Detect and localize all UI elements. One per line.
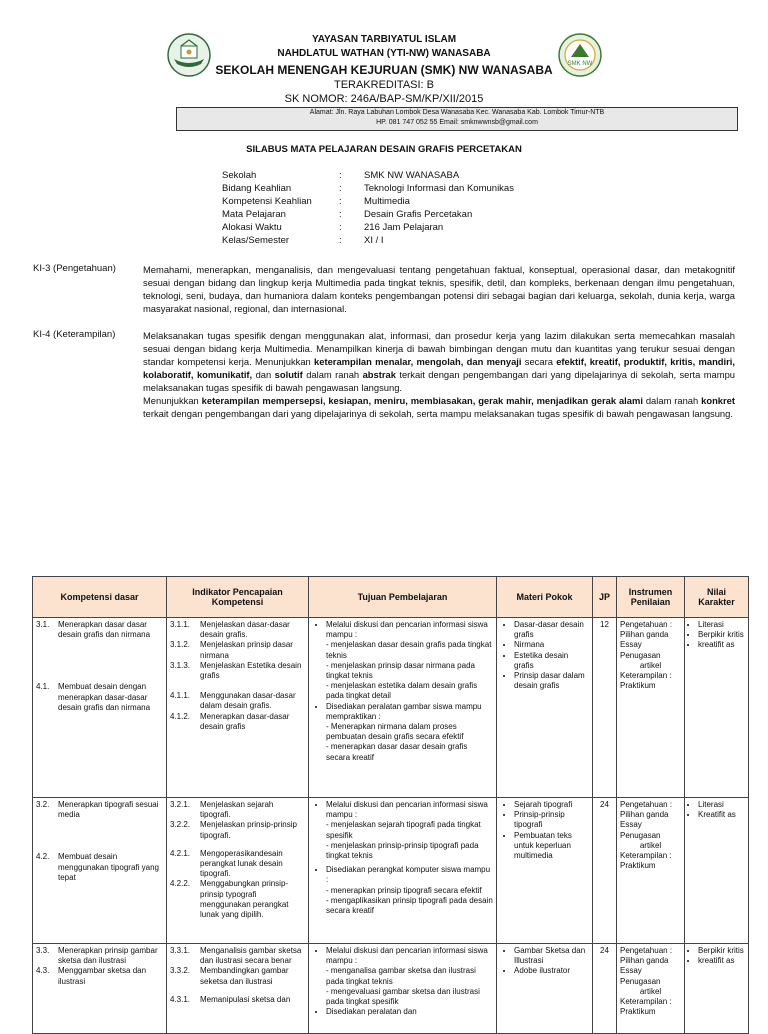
info-value: 216 Jam Pelajaran	[364, 222, 444, 233]
syllabus-table	[32, 576, 749, 1034]
col-kompetensi-dasar: Kompetensi dasar	[33, 577, 167, 618]
info-colon: :	[339, 170, 342, 181]
info-colon: :	[339, 235, 342, 246]
info-colon: :	[339, 183, 342, 194]
ki3-label: KI-3 (Pengetahuan)	[33, 263, 116, 274]
info-value: Multimedia	[364, 196, 410, 207]
kd-cell	[33, 944, 167, 1034]
kd-item: 4.2. Membuat desain menggunakan tipografi yang tepat	[36, 852, 159, 882]
nilai-item: • kreatifit as	[698, 640, 745, 650]
indicator-item: 4.2.1. Mengoperasikandesain perangkat lunak desain tipografi.	[170, 848, 283, 879]
syllabus-title: SILABUS MATA PELAJARAN DESAIN GRAFIS PERCETAKAN	[246, 144, 522, 155]
instrumen-cell: Pengetahuan : Pilihan ganda Essay Penugasan artikel Keterampilan : Praktikum	[617, 618, 685, 798]
jp-cell: 24	[593, 798, 617, 944]
nilai-item: • Berpikir kritis	[698, 946, 745, 956]
tujuan-cell	[309, 618, 497, 798]
info-key: Kompetensi Keahlian	[222, 196, 312, 207]
materi-cell	[497, 944, 593, 1034]
svg-text:SMK NW: SMK NW	[567, 61, 593, 67]
col-instrumen: Instrumen Penilaian	[617, 577, 685, 618]
nilai-cell	[685, 944, 749, 1034]
tujuan-item: • Disediakan peralatan gambar siswa mampu mempraktikan : - Menerapkan nirmana dalam proses pembuatan desain grafis secara efektif - menerapkan dasar dasar desain grafis secara kreatif	[326, 702, 493, 763]
info-key: Kelas/Semester	[222, 235, 290, 246]
kd-item: 4.1. Membuat desain dengan menerapkan dasar-dasar desain grafis dan nirmana	[36, 682, 151, 712]
col-materi: Materi Pokok	[497, 577, 593, 618]
ki3-text: Memahami, menerapkan, menganalisis, dan mengevaluasi tentang pengetahuan faktual, konseptual, operasional dasar, dan metakognitif sesuai dengan bidang dan lingkup kerja Multimedia pada tingkat teknis, spesifik, detil, dan kompleks, berkenaan dengan ilmu pengetahuan, teknologi, seni, budaya, dan humaniora dalam konteks pengembangan potensi diri sebagai bagian dari keluarga, sekolah, dunia kerja, warga masyarakat nasional, regional, dan internasional.	[143, 264, 735, 314]
kd-cell	[33, 798, 167, 944]
info-value: Desain Grafis Percetakan	[364, 209, 473, 220]
info-colon: :	[339, 222, 342, 233]
contact-line: HP. 081 747 052 55 Email: smknwwnsb@gmail.com	[376, 119, 538, 126]
nilai-item: • Berpikir kritis	[698, 630, 745, 640]
materi-item: • Nirmana	[514, 640, 589, 650]
jp-cell: 12	[593, 618, 617, 798]
materi-item: • Sejarah tipografi	[514, 800, 589, 810]
materi-cell	[497, 798, 593, 944]
jp-cell: 24	[593, 944, 617, 1034]
materi-item: • Prinsip-prinsip tipografi	[514, 810, 589, 830]
accreditation: TERAKREDITASI: B	[333, 79, 435, 91]
kd-item: 4.3. Menggambar sketsa dan ilustrasi	[36, 966, 147, 986]
tujuan-item: • Disediakan peralatan dan	[326, 1007, 493, 1017]
ki4-paragraph-1: Melaksanakan tugas spesifik dengan menggunakan alat, informasi, dan prosedur kerja yang lazim dilakukan serta memecahkan masalah sesuai dengan bidang kerja Multimedia. Menampilkan kinerja di bawah bimbingan dengan mutu dan kuantitas yang terukur sesuai dengan standar kompetensi kerja. Menunjukkan keterampilan menalar, mengolah, dan menyaji secara efektif, kreatif, produktif, kritis, mandiri, kolaboratif, komunikatif, dan solutif dalam ranah abstrak terkait dengan pengembangan dari yang dipelajarinya di sekolah, serta mampu melaksanakan tugas spesifik di bawah pengawasan langsung.	[143, 330, 735, 393]
kd-item: 3.3. Menerapkan prinsip gambar sketsa dan ilustrasi	[36, 946, 158, 966]
indicator-item: 3.1.2. Menjelaskan prinsip dasar nirmana	[170, 640, 293, 660]
kd-item: 3.2. Menerapkan tipografi sesuai media	[36, 800, 159, 820]
indicator-item: 3.3.1. Menganalisis gambar sketsa dan ilustrasi secara benar	[170, 946, 302, 966]
table-row	[33, 618, 749, 798]
tujuan-item: • Melalui diskusi dan pencarian informasi siswa mampu : - menjelaskan dasar desain grafis pada tingkat teknis - menjelaskan prinsip dasar nirmana pada tingkat teknis - menjelaskan estetika dalam desain grafis pada tingkat detail	[326, 620, 493, 702]
indicator-item: 3.2.2. Menjelaskan prinsip-prinsip tipografi.	[170, 820, 297, 840]
ki4-paragraph-2: Menunjukkan keterampilan mempersepsi, kesiapan, meniru, membiasakan, gerak mahir, menjadikan gerak alami dalam ranah konkret terkait dengan pengembangan dari yang dipelajarinya di sekolah, serta mampu melaksanakan tugas spesifik di bawah pengawasan langsung.	[143, 395, 736, 419]
materi-item: • Pembuatan teks untuk keperluan multimedia	[514, 831, 589, 862]
info-key: Bidang Keahlian	[222, 183, 292, 194]
col-nilai: Nilai Karakter	[685, 577, 749, 618]
address-box	[176, 107, 738, 131]
address-line: Alamat: Jln. Raya Labuhan Lombok Desa Wanasaba Kec. Wanasaba Kab. Lombok Timur-NTB	[309, 109, 605, 116]
materi-cell	[497, 618, 593, 798]
indicator-item: 4.1.1. Menggunakan dasar-dasar dalam desain grafis.	[170, 691, 296, 711]
indicator-item: 4.2.2. Menggabungkan prinsip-prinsip typografi menggunakan perangkat lunak yang dipilih.	[170, 879, 289, 920]
indicator-item: 3.2.1. Menjelaskan sejarah tipografi.	[170, 800, 274, 820]
materi-item: • Gambar Sketsa dan Illustrasi	[514, 946, 589, 966]
kd-cell	[33, 618, 167, 798]
info-key: Alokasi Waktu	[222, 222, 282, 233]
info-colon: :	[339, 196, 342, 207]
nahdlatul-name: NAHDLATUL WATHAN (YTI-NW) WANASABA	[277, 48, 491, 59]
nilai-cell	[685, 798, 749, 944]
info-value: Teknologi Informasi dan Komunikas	[364, 183, 514, 194]
nilai-item: • Literasi	[698, 800, 745, 810]
materi-item: • Adobe ilustrator	[514, 966, 589, 976]
info-key: Mata Pelajaran	[222, 209, 286, 220]
materi-item: • Prinsip dasar dalam desain grafis	[514, 671, 589, 691]
foundation-name: YAYASAN TARBIYATUL ISLAM	[311, 34, 457, 45]
col-jp: JP	[593, 577, 617, 618]
nilai-cell	[685, 618, 749, 798]
school-name: SEKOLAH MENENGAH KEJURUAN (SMK) NW WANASABA	[215, 63, 553, 77]
sk-number: SK NOMOR: 246A/BAP-SM/KP/XII/2015	[284, 93, 484, 105]
indicator-item: 4.1.2. Menerapkan dasar-dasar desain grafis	[170, 711, 290, 731]
materi-item: • Dasar-dasar desain grafis	[514, 620, 589, 640]
ki4-text	[143, 329, 735, 420]
info-value: XI / I	[364, 235, 384, 246]
info-colon: :	[339, 209, 342, 220]
kd-item: 3.1. Menerapkan dasar dasar desain grafis dan nirmana	[36, 620, 151, 640]
tujuan-item: • Melalui diskusi dan pencarian informasi siswa mampu : - menganalisa gambar sketsa dan ilustrasi pada tingkat teknis - mengevaluasi gambar sketsa dan ilustrasi pada tingkat spesifik	[326, 946, 493, 1007]
info-value: SMK NW WANASABA	[364, 170, 460, 181]
nilai-item: • kreatifit as	[698, 956, 745, 966]
tujuan-cell	[309, 798, 497, 944]
table-row	[33, 944, 749, 1034]
ki4-label: KI-4 (Keterampilan)	[33, 329, 116, 340]
tujuan-item: • Disediakan perangkat komputer siswa mampu : - menerapkan prinsip tipografi secara efektif - mengaplikasikan prinsip tipografi pada desain secara kreatif	[326, 865, 493, 916]
col-indikator: Indikator Pencapaian Kompetensi	[167, 577, 309, 618]
indicator-item: 4.3.1. Memanipulasi sketsa dan	[170, 994, 291, 1004]
indicator-item: 3.1.1. Menjelaskan dasar-dasar desain grafis.	[170, 620, 290, 640]
tujuan-item: • Melalui diskusi dan pencarian informasi siswa mampu : - menjelaskan sejarah tipografi pada tingkat spesifik - menjelaskan prinsip-prinsip tipografi pada tingkat teknis	[326, 800, 493, 861]
indicator-item: 3.1.3. Menjelaskan Estetika desain grafis	[170, 660, 302, 681]
table-header-row	[33, 577, 749, 618]
col-tujuan: Tujuan Pembelajaran	[309, 577, 497, 618]
indikator-cell	[167, 798, 309, 944]
instrumen-cell: Pengetahuan : Pilihan ganda Essay Penugasan artikel Keterampilan : Praktikum	[617, 944, 685, 1034]
indikator-cell	[167, 944, 309, 1034]
instrumen-cell: Pengetahuan : Pilihan ganda Essay Penugasan artikel Keterampilan : Praktikum	[617, 798, 685, 944]
nilai-item: • Kreatifit as	[698, 810, 745, 820]
info-key: Sekolah	[222, 170, 257, 181]
nilai-item: • Literasi	[698, 620, 745, 630]
materi-item: • Estetika desain grafis	[514, 651, 589, 671]
indikator-cell	[167, 618, 309, 798]
indicator-item: 3.3.2. Membandingkan gambar seketsa dan ilustrasi	[170, 966, 289, 986]
table-row	[33, 798, 749, 944]
tujuan-cell	[309, 944, 497, 1034]
